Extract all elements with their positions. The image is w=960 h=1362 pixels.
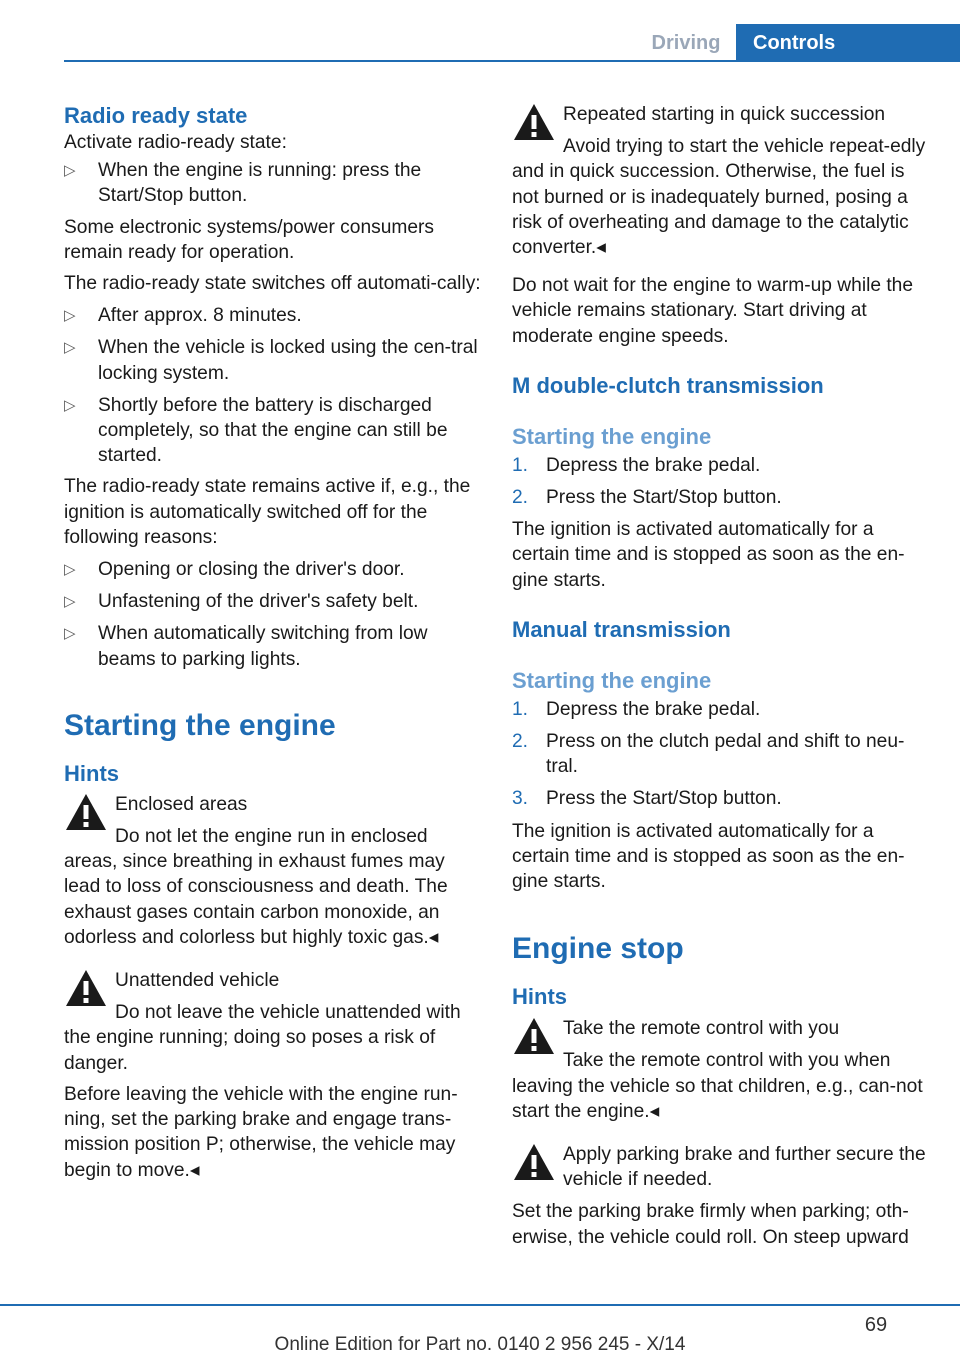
- step-number: 1.: [512, 698, 529, 720]
- list-item: [64, 589, 482, 614]
- warning-title: Enclosed areas: [115, 793, 248, 815]
- triangle-bullet-icon: ▷: [64, 593, 76, 611]
- edition-footer: Online Edition for Part no. 0140 2 956 245 - X/14: [274, 1334, 686, 1355]
- manual-starting-heading: Starting the engine: [512, 667, 712, 693]
- warning-body: Set the parking brake firmly when parking; oth-erwise, the vehicle could roll. On steep upward: [512, 1201, 909, 1248]
- warning-body-text: Take the remote control with you when leaving the vehicle so that children, e.g., can-not start the engine.◂: [512, 1050, 923, 1122]
- warning-enclosed-areas: [64, 792, 482, 950]
- warning-body: [64, 824, 482, 950]
- left-column: [64, 102, 482, 1183]
- warning-body: [64, 1000, 482, 1076]
- footer-rule: [0, 1304, 960, 1306]
- section-tab-controls: Controls: [736, 24, 960, 60]
- paragraph: The ignition is activated automatically for a certain time and is stopped as soon as the en-gine starts.: [512, 519, 905, 591]
- radio-intro: Activate radio-ready state:: [64, 132, 287, 153]
- warning-body: [512, 1048, 932, 1124]
- step-number: 2.: [512, 487, 529, 509]
- warning-unattended-vehicle: [64, 968, 482, 1183]
- warning-body-continued: Before leaving the vehicle with the engine run-ning, set the parking brake and engage trans-mission position P; otherwise, the vehicle may begin to move.◂: [64, 1083, 458, 1181]
- page-number: 69: [864, 1314, 888, 1336]
- list-item: [512, 729, 932, 779]
- dct-heading: M double-clutch transmission: [512, 372, 824, 398]
- warning-body-text: Do not leave the vehicle unattended with the engine running; doing so poses a risk of danger.: [64, 1002, 461, 1074]
- list-item: [512, 697, 932, 722]
- warning-body: [512, 134, 932, 260]
- warning-repeated-starting: [512, 102, 932, 260]
- paragraph: The radio-ready state switches off automati-cally:: [64, 273, 481, 295]
- triangle-bullet-icon: ▷: [64, 339, 76, 357]
- warning-triangle-icon: [64, 968, 108, 1008]
- step-text: Press the Start/Stop button.: [546, 487, 782, 509]
- stop-hints-heading: Hints: [512, 984, 567, 1010]
- list-item: [512, 485, 932, 510]
- paragraph: The radio-ready state remains active if, e.g., the ignition is automatically switched off for the following reasons:: [64, 476, 471, 548]
- warning-triangle-icon: [512, 102, 556, 142]
- section-tab-driving: Driving: [651, 32, 721, 54]
- warning-triangle-icon: [64, 792, 108, 832]
- radio-off-list: [64, 303, 482, 468]
- warning-title: Apply parking brake and further secure the vehicle if needed.: [563, 1144, 926, 1191]
- warning-remote-control: [512, 1016, 932, 1124]
- list-item: [512, 786, 932, 811]
- warning-triangle-icon: [512, 1142, 556, 1182]
- triangle-bullet-icon: ▷: [64, 396, 76, 414]
- list-item-text: Unfastening of the driver's safety belt.: [98, 591, 419, 613]
- paragraph: Some electronic systems/power consumers remain ready for operation.: [64, 216, 435, 263]
- radio-activate-list: [64, 158, 482, 208]
- warning-title: Repeated starting in quick succession: [563, 104, 886, 125]
- radio-active-list: [64, 557, 482, 672]
- warning-triangle-icon: [512, 1016, 556, 1056]
- dct-steps: [512, 453, 932, 510]
- right-column: [512, 102, 932, 1250]
- warning-body-text: Avoid trying to start the vehicle repeat-edly and in quick succession. Otherwise, the fuel is not burned or is inadequately burned, posing a risk of overheating and damage to the catalytic converter.◂: [512, 136, 926, 259]
- list-item-text: Shortly before the battery is discharged completely, so that the engine can still be started.: [98, 394, 448, 467]
- list-item-text: When automatically switching from low beams to parking lights.: [98, 623, 428, 670]
- list-item: [64, 621, 482, 671]
- list-item: [64, 303, 482, 328]
- paragraph: Do not wait for the engine to warm-up while the vehicle remains stationary. Start driving at moderate engine speeds.: [512, 275, 914, 347]
- step-number: 3.: [512, 788, 529, 810]
- list-item: [64, 557, 482, 582]
- warning-parking-brake: [512, 1142, 932, 1250]
- warning-body-text: Do not let the engine run in enclosed areas, since breathing in exhaust fumes may lead to loss of consciousness and death. The exhaust gases contain carbon monoxide, an odorless and colorless but highly toxic gas.◂: [64, 826, 448, 948]
- header-rule: [64, 60, 960, 62]
- step-text: Press on the clutch pedal and shift to neu-tral.: [546, 731, 905, 778]
- triangle-bullet-icon: ▷: [64, 561, 76, 579]
- triangle-bullet-icon: ▷: [64, 625, 76, 643]
- step-number: 2.: [512, 731, 529, 753]
- dct-starting-heading: Starting the engine: [512, 423, 712, 449]
- list-item-text: When the engine is running: press the Start/Stop button.: [98, 160, 422, 207]
- hints-heading: Hints: [64, 760, 119, 786]
- list-item: [64, 393, 482, 469]
- engine-stop-heading: Engine stop: [512, 932, 684, 966]
- manual-heading: Manual transmission: [512, 616, 731, 642]
- step-number: 1.: [512, 454, 529, 476]
- warning-title: Unattended vehicle: [115, 970, 280, 992]
- step-text: Depress the brake pedal.: [546, 698, 761, 720]
- step-text: Press the Start/Stop button.: [546, 788, 782, 810]
- list-item-text: After approx. 8 minutes.: [98, 305, 302, 327]
- triangle-bullet-icon: ▷: [64, 162, 76, 180]
- list-item: [64, 335, 482, 385]
- radio-ready-heading: Radio ready state: [64, 103, 248, 128]
- step-text: Depress the brake pedal.: [546, 454, 761, 476]
- list-item-text: Opening or closing the driver's door.: [98, 559, 405, 581]
- triangle-bullet-icon: ▷: [64, 307, 76, 325]
- starting-engine-heading: Starting the engine: [64, 708, 336, 742]
- list-item: [64, 158, 482, 208]
- list-item: [512, 453, 932, 478]
- paragraph: The ignition is activated automatically for a certain time and is stopped as soon as the en-gine starts.: [512, 820, 905, 893]
- list-item-text: When the vehicle is locked using the cen-tral locking system.: [98, 337, 478, 384]
- warning-title: Take the remote control with you: [563, 1018, 840, 1040]
- manual-steps: [512, 697, 932, 812]
